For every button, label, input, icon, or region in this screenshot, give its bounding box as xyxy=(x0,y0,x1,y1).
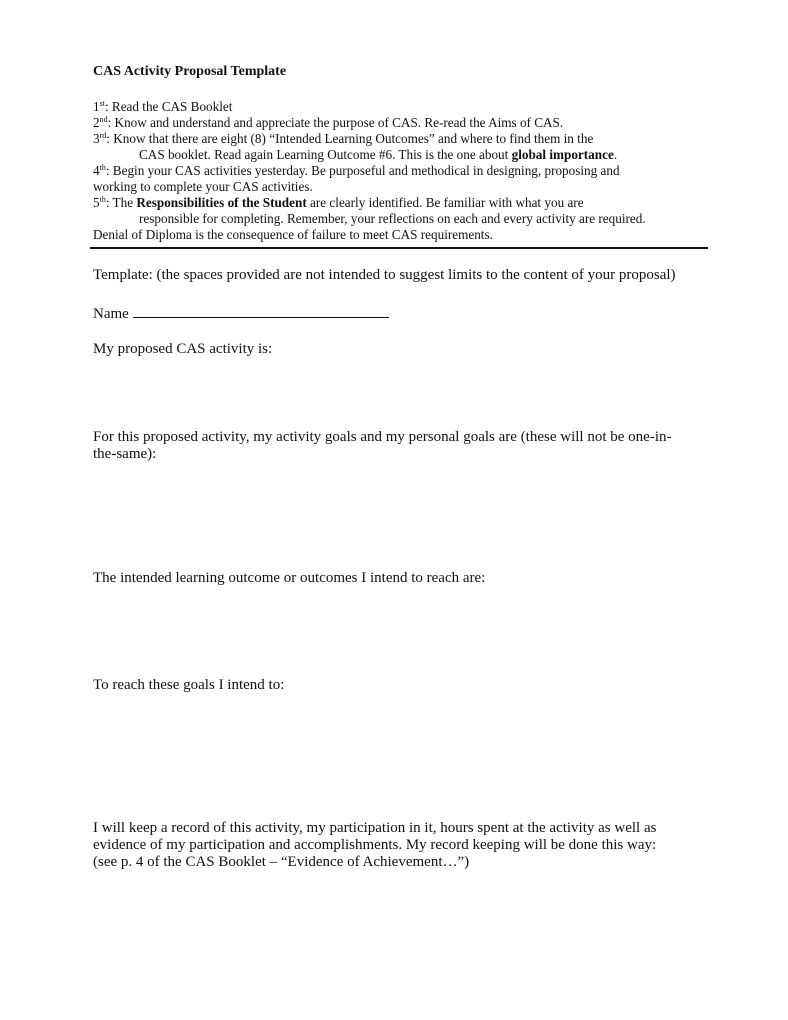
instruction-steps xyxy=(93,99,703,243)
step-1: 1st: Read the CAS Booklet xyxy=(93,99,233,114)
question-goals: For this proposed activity, my activity goals and my personal goals are (these will not be one-in-the-same): xyxy=(93,429,672,462)
template-note: Template: (the spaces provided are not intended to suggest limits to the content of your proposal) xyxy=(93,267,676,283)
question-plan: To reach these goals I intend to: xyxy=(93,677,285,693)
name-label: Name xyxy=(93,306,129,322)
step-3-continued: CAS booklet. Read again Learning Outcome #6. This is the one about global importance. xyxy=(139,147,618,162)
section-divider xyxy=(90,247,708,249)
step-2: 2nd: Know and understand and appreciate the purpose of CAS. Re-read the Aims of CAS. xyxy=(93,115,564,130)
step-4: 4th: Begin your CAS activities yesterday. Be purposeful and methodical in designing, proposing and xyxy=(93,163,620,178)
step-3: 3rd: Know that there are eight (8) “Intended Learning Outcomes” and where to find them in the xyxy=(93,131,594,146)
question-learning-outcomes: The intended learning outcome or outcomes I intend to reach are: xyxy=(93,570,486,586)
step-5: 5th: The Responsibilities of the Student are clearly identified. Be familiar with what you are xyxy=(93,195,584,210)
name-field xyxy=(93,303,703,323)
name-blank-line[interactable] xyxy=(133,303,389,318)
question-proposed-activity: My proposed CAS activity is: xyxy=(93,341,273,357)
step-4-continued: working to complete your CAS activities. xyxy=(93,179,313,194)
question-record-keeping: I will keep a record of this activity, my participation in it, hours spent at the activity as well as evidence of my participation and accomplishments. My record keeping will be done this way: (see p. 4 of the CAS Booklet – “Evidence of Achievement…”) xyxy=(93,820,657,870)
denial-notice: Denial of Diploma is the consequence of failure to meet CAS requirements. xyxy=(93,227,493,242)
step-5-continued: responsible for completing. Remember, your reflections on each and every activity are required. xyxy=(139,211,646,226)
document-title: CAS Activity Proposal Template xyxy=(93,64,287,79)
